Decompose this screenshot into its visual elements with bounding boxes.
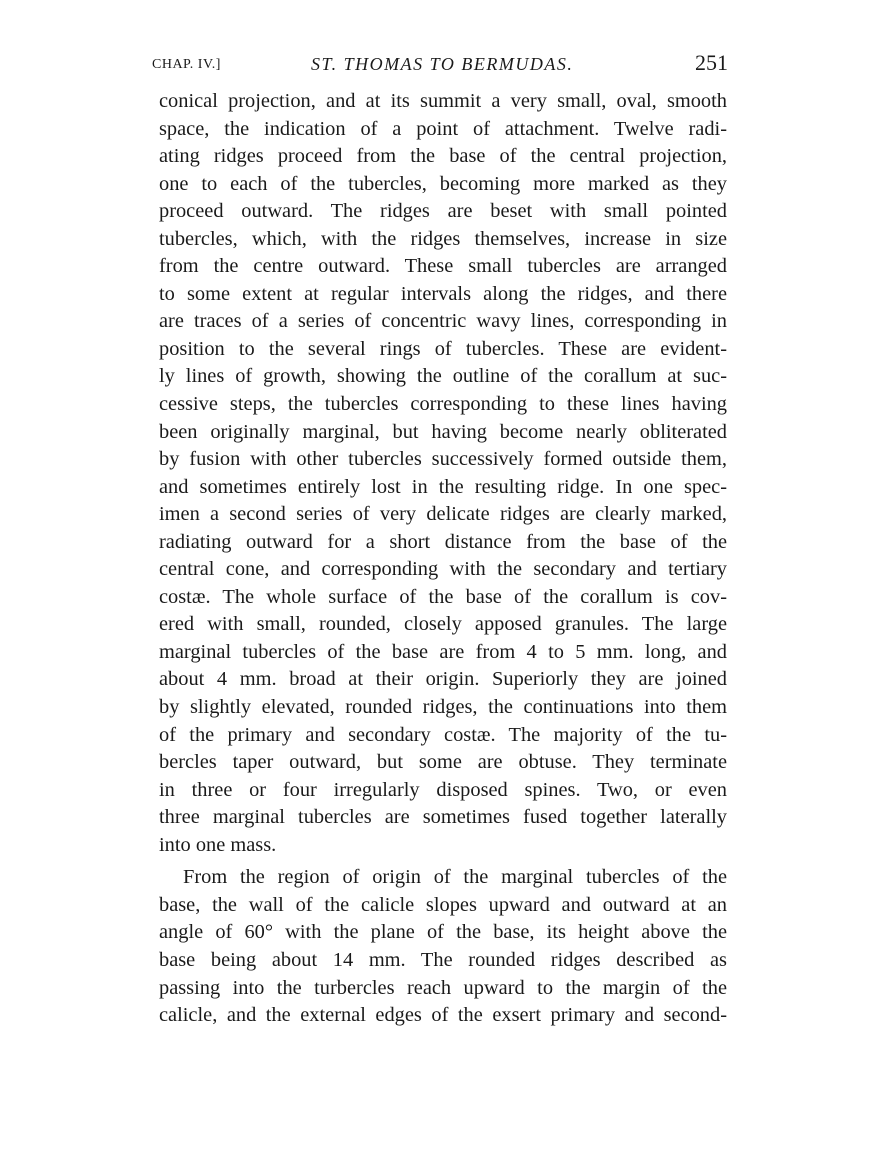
running-title: ST. THOMAS TO BERMUDAS. [311, 54, 574, 74]
text-line: one to each of the tubercles, becoming more marked as they [159, 172, 727, 195]
text-line: marginal tubercles of the base are from 4 to 5 mm. long, and [159, 640, 727, 663]
body-text [159, 88, 727, 1030]
chapter-label: CHAP. IV.] [152, 57, 221, 72]
text-line: radiating outward for a short distance from the base of the [159, 530, 727, 553]
text-line: bercles taper outward, but some are obtuse. They terminate [159, 751, 727, 774]
text-line: space, the indication of a point of attachment. Twelve radi- [159, 117, 727, 140]
paragraph [159, 864, 727, 1029]
text-line: tubercles, which, with the ridges themselves, increase in size [159, 227, 727, 250]
running-head [152, 50, 730, 80]
text-line: calicle, and the external edges of the exsert primary and second- [159, 1004, 727, 1027]
text-line: from the centre outward. These small tubercles are arranged [159, 255, 727, 278]
text-line: base being about 14 mm. The rounded ridges described as [159, 948, 727, 971]
text-line: central cone, and corresponding with the secondary and tertiary [159, 558, 727, 581]
text-line: ered with small, rounded, closely apposed granules. The large [159, 613, 727, 636]
text-line: about 4 mm. broad at their origin. Superiorly they are joined [159, 668, 727, 691]
text-line: ly lines of growth, showing the outline of the corallum at suc- [159, 365, 727, 388]
text-line: imen a second series of very delicate ridges are clearly marked, [159, 503, 727, 526]
text-line: are traces of a series of concentric wavy lines, corresponding in [159, 310, 727, 333]
text-line: cessive steps, the tubercles corresponding to these lines having [159, 393, 727, 416]
text-line: in three or four irregularly disposed spines. Two, or even [159, 778, 727, 801]
text-line: and sometimes entirely lost in the resulting ridge. In one spec- [159, 475, 727, 498]
text-line: proceed outward. The ridges are beset with small pointed [159, 200, 727, 223]
text-line: to some extent at regular intervals along the ridges, and there [159, 282, 727, 305]
text-line: From the region of origin of the marginal tubercles of the [183, 866, 727, 889]
text-line: by fusion with other tubercles successively formed outside them, [159, 448, 727, 471]
text-line: of the primary and secondary costæ. The majority of the tu- [159, 723, 727, 746]
page-number: 251 [695, 50, 728, 75]
text-line: three marginal tubercles are sometimes fused together laterally [159, 806, 727, 829]
text-line: by slightly elevated, rounded ridges, the continuations into them [159, 696, 727, 719]
text-line: been originally marginal, but having become nearly obliterated [159, 420, 727, 443]
text-line: into one mass. [159, 833, 277, 856]
text-line: angle of 60° with the plane of the base, its height above the [159, 921, 727, 944]
paragraph [159, 88, 727, 859]
text-line: position to the several rings of tubercles. These are evident- [159, 337, 727, 360]
text-line: costæ. The whole surface of the base of the corallum is cov- [159, 585, 727, 608]
text-line: base, the wall of the calicle slopes upward and outward at an [159, 893, 727, 916]
text-line: conical projection, and at its summit a very small, oval, smooth [159, 90, 727, 112]
text-line: ating ridges proceed from the base of the central projection, [159, 145, 727, 168]
text-line: passing into the turbercles reach upward to the margin of the [159, 976, 727, 999]
